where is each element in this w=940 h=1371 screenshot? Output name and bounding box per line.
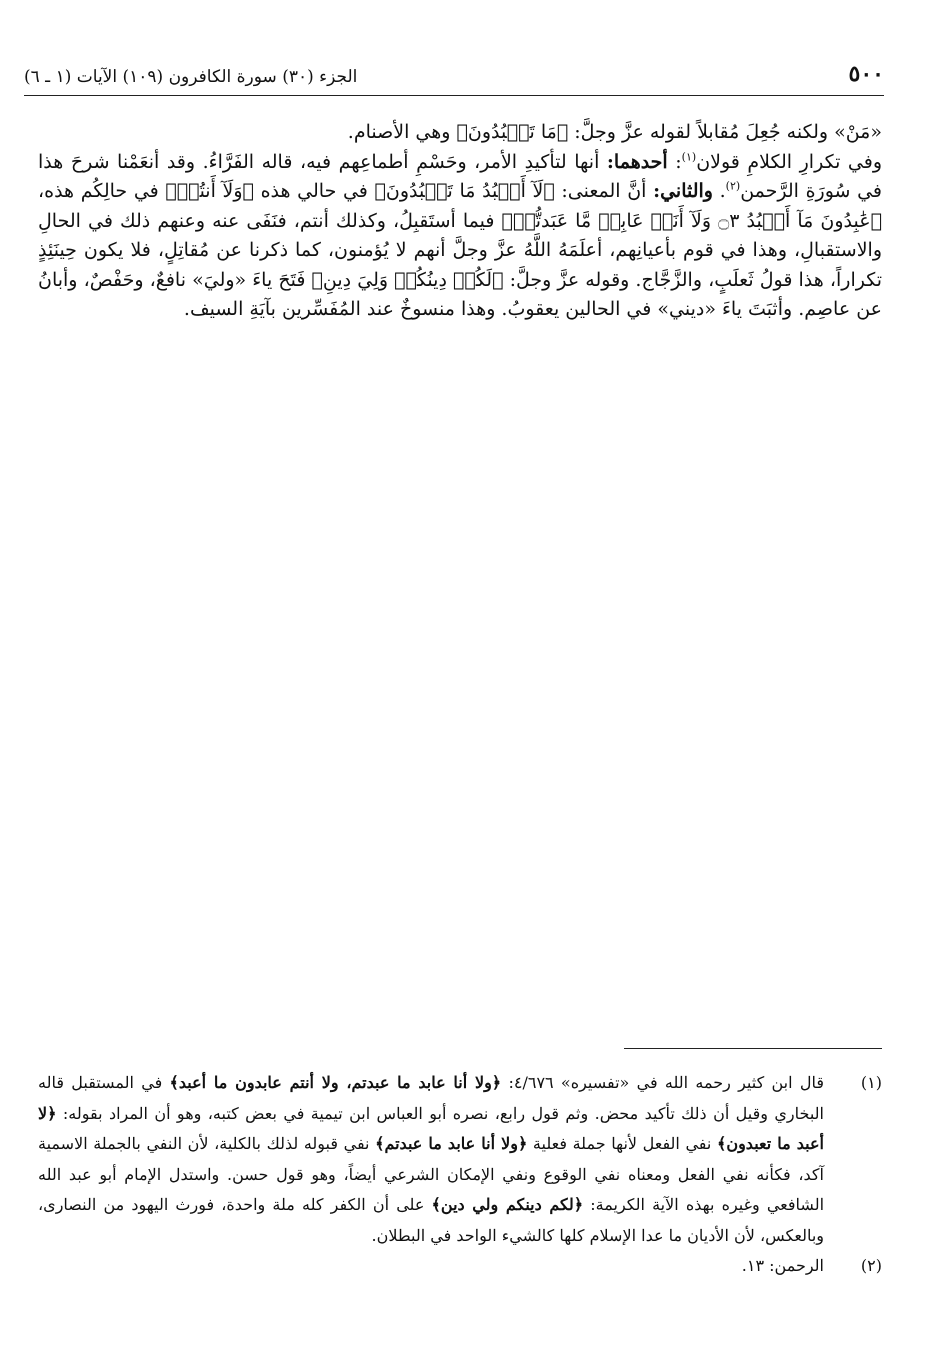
footnote-text: قال ابن كثير رحمه الله في «تفسيره» ٤/٦٧٦: xyxy=(501,1073,824,1092)
page-number: ٥٠٠ xyxy=(848,61,884,87)
paragraph-text: «مَنْ» ولكنه جُعِلَ مُقابلاً لقوله عزَّ وجلَّ: ﴿مَا تَعۡبُدُونَ﴾ وهي الأصنام. xyxy=(347,121,882,143)
footnote-number: (١) xyxy=(860,1073,882,1092)
footnote-text: نفي قبوله لذلك بالكلية، لأن النفي بالجملة الاسمية آكد، فكأنه نفي الفعل ومعناه نفي الوقوع ونفي الإمكان الشرعي أيضاً، وهو قول حسن. واستدل الإمام أبو عبد الله الشافعي وغيره بهذه الآية الكريمة: xyxy=(38,1134,825,1214)
footnote-text: على أن الكفر كله ملة واحدة، فورث اليهود من النصارى، وبالعكس، لأن الأديان ما عدا الإسلام كلها كالشيء الواحد في البطلان. xyxy=(38,1195,824,1245)
quoted-verse: ﴿ولا أنا عابد ما عبدتم، ولا أنتم عابدون ما أعبد﴾ xyxy=(169,1073,502,1092)
first-opinion-label: أحدهما: xyxy=(606,150,668,173)
footnote xyxy=(38,1251,882,1282)
footnote xyxy=(38,1068,882,1251)
paragraph-text: أنها لتأكيدِ الأمر، وحَسْمِ أطماعِهم فيه، قاله الفَرَّاءُ. وقد أنعَمْنا شرحَ هذا في سُورَةِ الرَّحمن xyxy=(38,150,882,202)
paragraph-text: : xyxy=(667,150,682,173)
paragraph xyxy=(38,148,882,325)
paragraph-text: . xyxy=(712,180,726,202)
footnote-separator xyxy=(624,1048,882,1049)
paragraph xyxy=(38,118,882,148)
footnote-ref[interactable]: (١) xyxy=(681,150,697,164)
footnote-text: الرحمن: ١٣. xyxy=(741,1256,824,1275)
footnote-text: في المستقبل قاله البخاري وقيل أن ذلك تأكيد محض. وثم قول رابع، نصره أبو العباس ابن تيمية في بعض كتبه، وهو أن المراد بقوله: xyxy=(38,1073,824,1123)
main-text xyxy=(38,118,882,325)
paragraph-text: أنَّ المعنى: ﴿لَآ أَعۡبُدُ مَا تَعۡبُدُونَ﴾ في حالي هذه ﴿وَلَآ أَنتُمۡ﴾ في حالِكُم هذه، ﴿عَٰبِدُونَ مَآ أَعۡبُدُ ۝٣ وَلَآ أَنَا۠ عَابِدٞ مَّا عَبَدتُّمۡ﴾ فيما أستَقبِلُ، وكذلك أنتم، فنَفَى عنه وعنهم ذلك في الحالِ والاستقبالِ، وهذا في قوم بأعيانِهم، أعلَمَهُ اللَّهُ عزَّ وجلَّ أنهم لا يُؤمنون، كما ذكرنا عن مُقاتِلٍ، فلا يكون حِينَئِذٍ تكراراً، هذا قولُ ثَعلَبٍ، والزَّجَّاج. وقوله عزَّ وجلَّ: ﴿لَكُمۡ دِينُكُمۡ وَلِيَ دِينِ﴾ فَتَحَ ياءَ «وليَ» نافعٌ، وحَفْصٌ، وأبانُ عن عاصِم. وأثبَتَ ياءَ «ديني» في الحالين يعقوبُ. وهذا منسوخٌ عند المُفَسِّرين بآيَةِ السيف. xyxy=(38,180,882,320)
quoted-verse: ﴿ولا أنا عابد ما عبدتم﴾ xyxy=(375,1134,528,1153)
footnotes xyxy=(38,1068,882,1282)
quoted-verse: ﴿لا أعبد ما تعبدون﴾ xyxy=(38,1103,824,1153)
paragraph-text: وفي تكرارِ الكلامِ قولان xyxy=(696,150,882,173)
footnote-text: نفي الفعل لأنها جملة فعلية xyxy=(527,1134,717,1153)
running-head: الجزء (٣٠) سورة الكافرون (١٠٩) الآيات (١ ـ ٦) xyxy=(24,67,358,87)
page-header xyxy=(24,55,884,96)
second-opinion-label: والثاني: xyxy=(653,180,713,202)
footnote-number: (٢) xyxy=(860,1256,882,1275)
footnote-ref[interactable]: (٢) xyxy=(725,179,741,193)
quoted-verse: ﴿لكم دينكم ولي دين﴾ xyxy=(431,1195,584,1214)
